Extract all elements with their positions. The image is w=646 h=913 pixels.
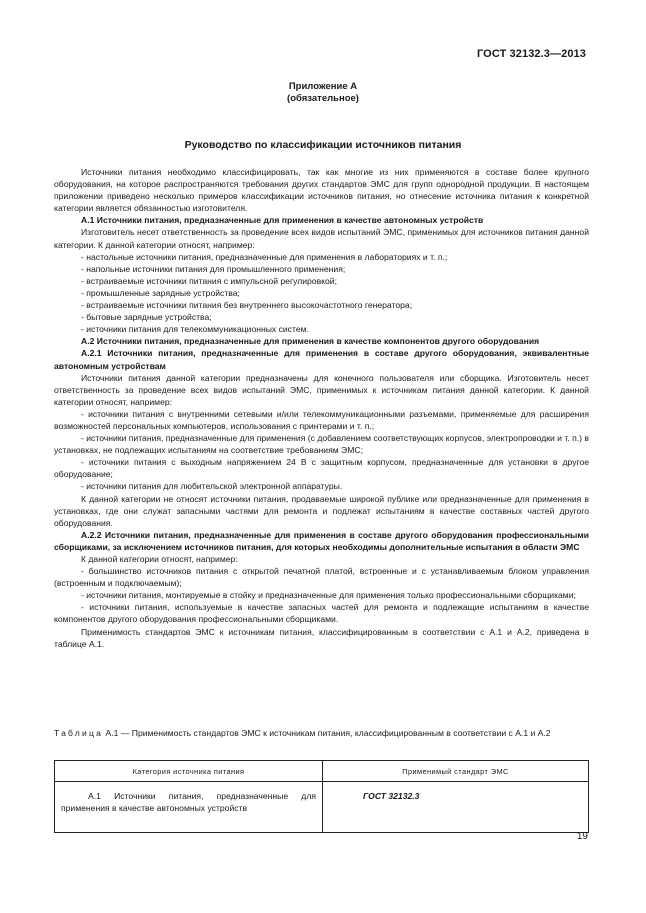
standard-code: ГОСТ 32132.3—2013 [476, 48, 586, 60]
annex-body [54, 166, 589, 650]
section-a22-closing: Применимость стандартов ЭМС к источникам питания, классифицированным в соответствии с А.1 и А.2, приведена в таблице А.1. [54, 626, 589, 649]
list-item: - источники питания, используемые в качестве запасных частей для ремонта и подлежащие испытаниям в качестве компонентов другого оборудования профессиональными сборщиками. [54, 602, 589, 625]
list-item: - источники питания с внутренними сетевыми и/или телекоммуникационными разъемами, применяемые для расширения возможностей персональных компьютеров, использования с принтерами и т. п.; [54, 408, 589, 431]
annex-title: Приложение А [288, 81, 358, 92]
table-cell-standard: ГОСТ 32132.3 [323, 782, 589, 833]
section-a21-note: К данной категории не относят источники питания, продаваемые широкой публике или предназначенные для применения в установках, где они служат запасными частями для ремонта и подлежат испытаниям в качестве составных частей другого оборудования. [54, 493, 589, 528]
list-item: - источники питания для телекоммуникационных систем. [81, 324, 309, 335]
list-item: - бытовые зарядные устройства; [81, 312, 212, 323]
list-item: - встраиваемые источники питания без внутреннего высокочастотного генератора; [81, 300, 413, 311]
list-item: - большинство источников питания с открытой печатной платой, встроенные и с устанавливаемым блоком управления (встроенным и подключаемым); [54, 566, 589, 589]
table-caption-text: А.1 — Применимость стандартов ЭМС к источникам питания, классифицированным в соответствии с А.1 и А.2 [103, 728, 551, 738]
table-header-row [55, 761, 589, 782]
section-a1-text: Изготовитель несет ответственность за проведение всех видов испытаний ЭМС, применимых для источников питания данной категории. К данной категории относят, например: [54, 227, 589, 250]
table-cell-category: А.1 Источники питания, предназначенные для применения в качестве автономных устройств [55, 782, 323, 833]
section-a21-heading: А.2.1 Источники питания, предназначенные для применения в составе другого оборудования, эквивалентные автономным устройствам [54, 348, 589, 371]
list-item: - напольные источники питания для промышленного применения; [81, 263, 346, 274]
section-a22-text: К данной категории относят, например: [81, 554, 238, 564]
annex-status: (обязательное) [287, 93, 359, 104]
table-caption [54, 727, 589, 739]
applicability-table [54, 760, 589, 833]
table-header-category: Категория источника питания [55, 761, 323, 782]
list-item: - источники питания, монтируемые в стойку и предназначенные для применения только профессиональными сборщиками; [81, 590, 576, 601]
section-a2-heading: А.2 Источники питания, предназначенные для применения в качестве компонентов другого оборудования [81, 336, 540, 347]
section-a22-list [54, 565, 589, 625]
list-item: - промышленные зарядные устройства; [81, 287, 240, 298]
section-a22-heading: А.2.2 Источники питания, предназначенные для применения в составе другого оборудования профессиональными сборщиками, за исключением источников питания, для которых необходимы дополнительные испытания в области ЭМС [54, 529, 589, 552]
list-item: - источники питания для любительской электронной аппаратуры. [81, 481, 343, 492]
list-item: - источники питания с выходным напряжением 24 В с защитным корпусом, предназначенные для установки в другое оборудование; [54, 457, 589, 480]
section-a21-list [54, 408, 589, 493]
page-number: 19 [576, 831, 588, 842]
annex-heading: Руководство по классификации источников питания [184, 139, 462, 151]
section-a1-list [54, 251, 589, 336]
table-row [55, 782, 589, 833]
list-item: - встраиваемые источники питания с импульсной регулировкой; [81, 275, 337, 286]
table-header-standard: Применимый стандарт ЭМС [323, 761, 589, 782]
intro-paragraph: Источники питания необходимо классифицировать, так как многие из них применяются в составе более крупного оборудования, на которое распространяются требования других стандартов ЭМС для групп однородной продукции. В настоящем приложении приведено несколько примеров классификации источников питания, но отнесение источника питания к конкретной категории является обязанностью изготовителя. [54, 167, 589, 214]
section-a1-heading: А.1 Источники питания, предназначенные для применения в качестве автономных устройств [81, 215, 484, 226]
table-caption-label: Таблица [54, 728, 104, 738]
section-a21-text: Источники питания данной категории предназначены для конечного пользователя или сборщика. Изготовитель несет ответственность за проведение всех видов испытаний ЭМС, применимых к источникам питания данной категории. К данной категории относят, например: [54, 372, 589, 407]
list-item: - источники питания, предназначенные для применения (с добавлением соответствующих корпусов, электропроводки и т. п.) в установках, не подлежащих испытаниям на соответствие требованиям ЭМС; [54, 433, 589, 456]
list-item: - настольные источники питания, предназначенные для применения в лабораториях и т. п.; [81, 251, 448, 262]
